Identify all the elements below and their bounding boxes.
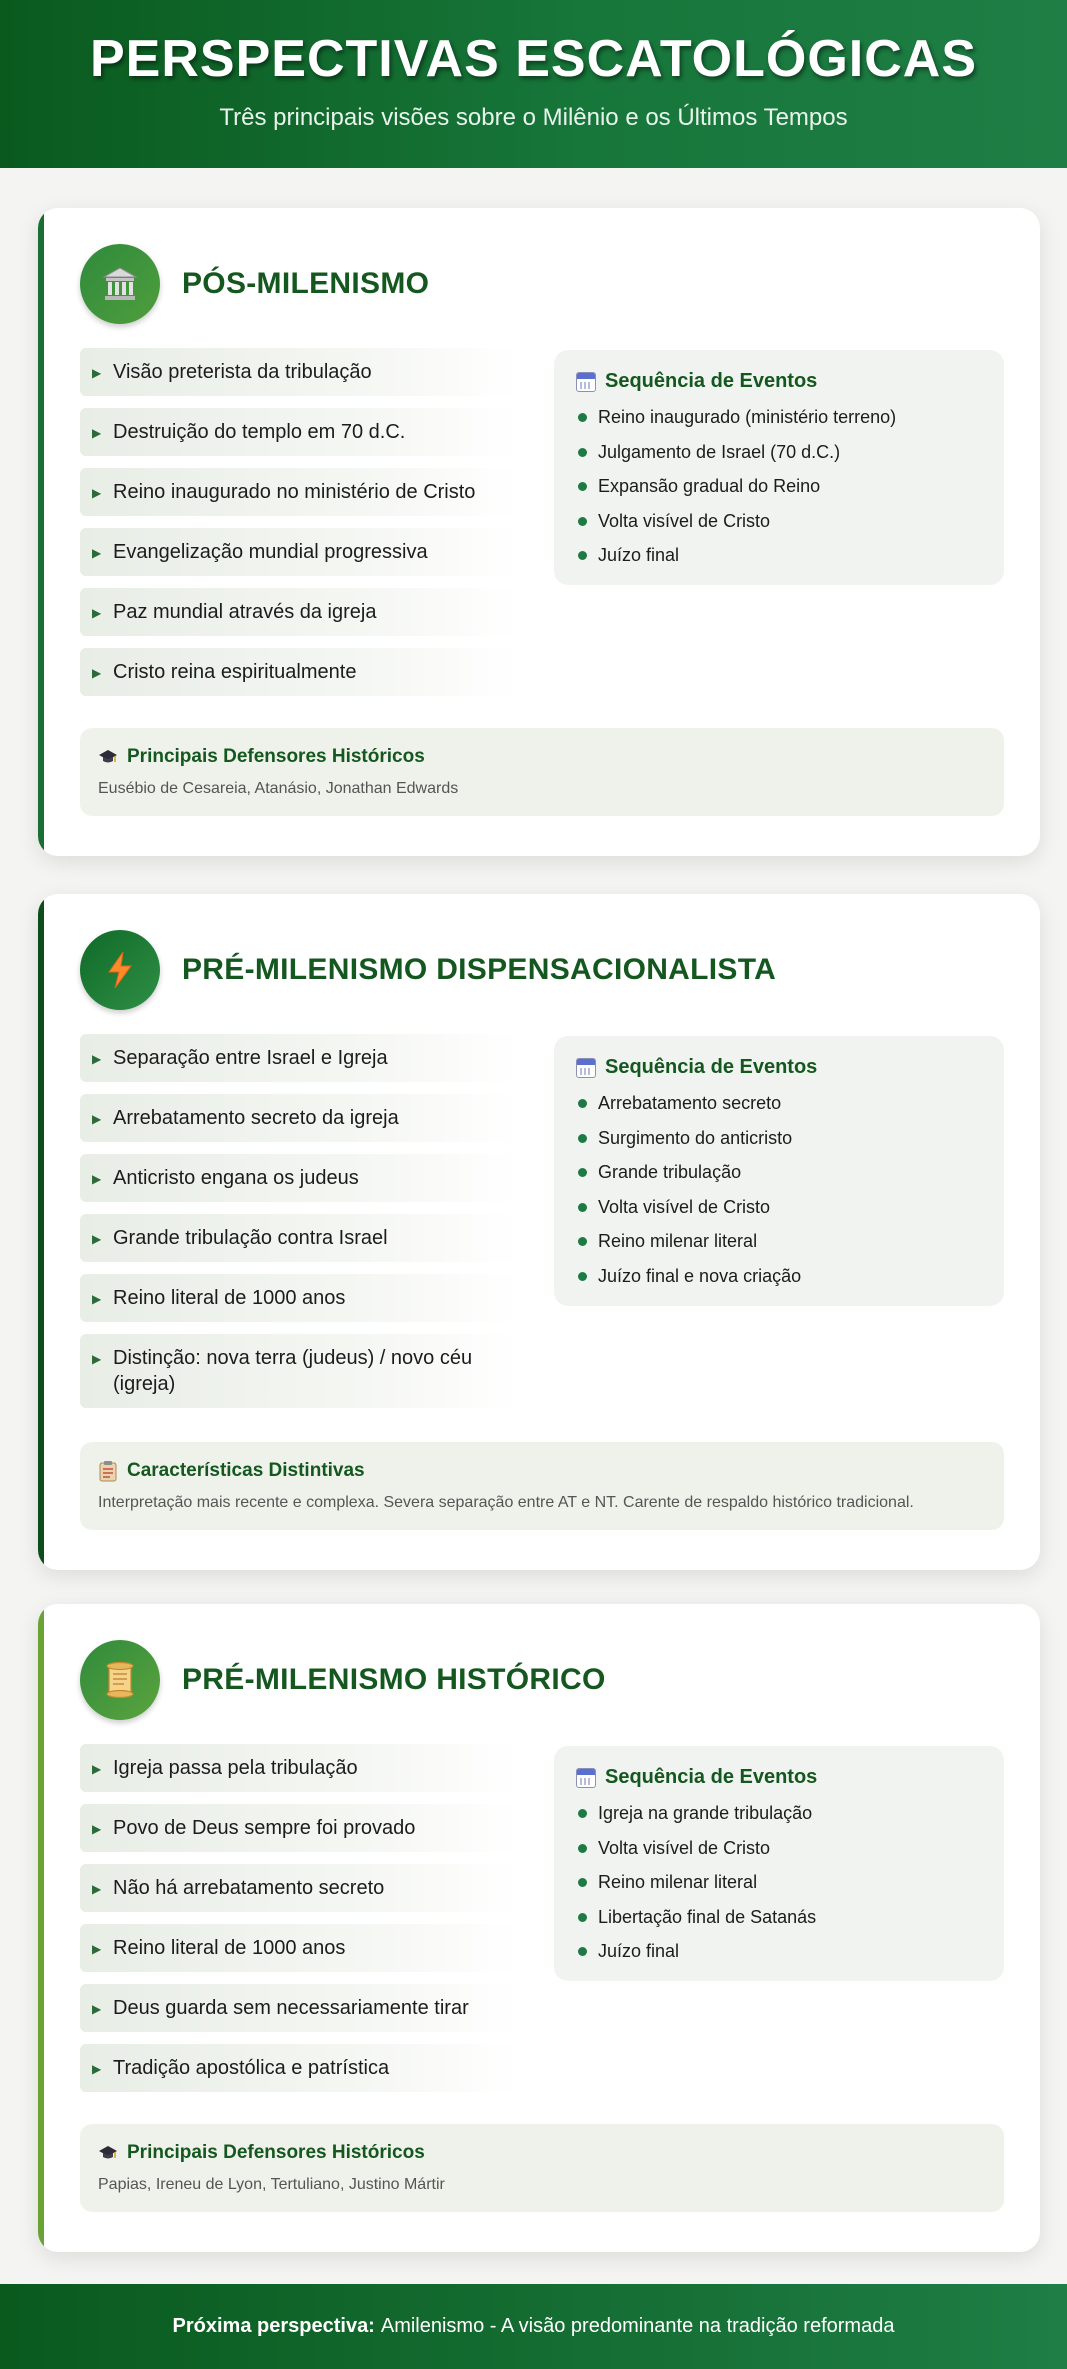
key-point: ▶ Povo de Deus sempre foi provado	[80, 1804, 520, 1852]
events-sequence-box	[554, 1036, 1004, 1306]
scroll-icon	[80, 1640, 160, 1720]
key-points-list	[80, 1744, 520, 2104]
note-text: Eusébio de Cesareia, Atanásio, Jonathan Edwards	[98, 780, 459, 797]
event-item: Volta visível de Cristo	[576, 1195, 984, 1219]
key-point: ▶ Paz mundial através da igreja	[80, 588, 520, 636]
defenders-note	[80, 2124, 1004, 2212]
events-list	[576, 1801, 984, 1963]
event-item: Juízo final e nova criação	[576, 1264, 984, 1288]
events-title-row	[576, 1056, 984, 1079]
event-item: Grande tribulação	[576, 1160, 984, 1184]
classical-building-icon	[80, 244, 160, 324]
key-point: ▶ Não há arrebatamento secreto	[80, 1864, 520, 1912]
event-item: Reino inaugurado (ministério terreno)	[576, 405, 984, 429]
events-title-row	[576, 370, 984, 393]
page-header	[0, 0, 1067, 168]
events-title: Sequência de Eventos	[605, 370, 818, 392]
events-title-row	[576, 1766, 984, 1789]
page-subtitle: Três principais visões sobre o Milênio e os Últimos Tempos	[219, 104, 848, 131]
events-sequence-box	[554, 350, 1004, 585]
calendar-icon	[576, 1768, 596, 1788]
key-point: ▶ Reino inaugurado no ministério de Cristo	[80, 468, 520, 516]
key-point: ▶ Distinção: nova terra (judeus) / novo céu (igreja)	[80, 1334, 520, 1408]
page-title: PERSPECTIVAS ESCATOLÓGICAS	[89, 30, 978, 88]
event-item: Reino milenar literal	[576, 1870, 984, 1894]
event-item: Reino milenar literal	[576, 1229, 984, 1253]
event-item: Igreja na grande tribulação	[576, 1801, 984, 1825]
key-points-list	[80, 348, 520, 708]
key-point: ▶ Reino literal de 1000 anos	[80, 1924, 520, 1972]
clipboard-icon	[98, 1460, 118, 1482]
footer-text: Amilenismo - A visão predominante na tradição reformada	[380, 2315, 895, 2337]
key-point: ▶ Visão preterista da tribulação	[80, 348, 520, 396]
lightning-icon	[80, 930, 160, 1010]
card-title-row	[80, 1640, 606, 1720]
event-item: Surgimento do anticristo	[576, 1126, 984, 1150]
events-list	[576, 1091, 984, 1288]
key-point: ▶ Grande tribulação contra Israel	[80, 1214, 520, 1262]
event-item: Expansão gradual do Reino	[576, 474, 984, 498]
events-title: Sequência de Eventos	[605, 1056, 818, 1078]
events-sequence-box	[554, 1746, 1004, 1981]
footer-label: Próxima perspectiva:	[172, 2315, 375, 2337]
key-point: ▶ Cristo reina espiritualmente	[80, 648, 520, 696]
calendar-icon	[576, 1058, 596, 1078]
event-item: Juízo final	[576, 543, 984, 567]
event-item: Julgamento de Israel (70 d.C.)	[576, 440, 984, 464]
event-item: Juízo final	[576, 1939, 984, 1963]
event-item: Libertação final de Satanás	[576, 1905, 984, 1929]
key-point: ▶ Igreja passa pela tribulação	[80, 1744, 520, 1792]
card-pre-milenismo-dispensacionalista	[38, 894, 1040, 1570]
card-title: PRÉ-MILENISMO HISTÓRICO	[182, 1663, 606, 1696]
card-title-row	[80, 244, 429, 324]
graduation-cap-icon	[98, 2143, 118, 2163]
key-point: ▶ Evangelização mundial progressiva	[80, 528, 520, 576]
graduation-cap-icon	[98, 747, 118, 767]
card-pos-milenismo	[38, 208, 1040, 856]
page-footer	[0, 2284, 1067, 2369]
defenders-note	[80, 728, 1004, 816]
card-title-row	[80, 930, 776, 1010]
note-title: Características Distintivas	[127, 1460, 365, 1481]
note-title-row	[98, 746, 986, 768]
key-point: ▶ Tradição apostólica e patrística	[80, 2044, 520, 2092]
events-list	[576, 405, 984, 567]
events-title: Sequência de Eventos	[605, 1766, 818, 1788]
note-title-row	[98, 1460, 986, 1482]
perspectives-list	[0, 168, 1067, 2252]
card-title: PÓS-MILENISMO	[182, 267, 430, 300]
key-point: ▶ Destruição do templo em 70 d.C.	[80, 408, 520, 456]
card-pre-milenismo-historico	[38, 1604, 1040, 2252]
note-title-row	[98, 2142, 986, 2164]
key-point: ▶ Anticristo engana os judeus	[80, 1154, 520, 1202]
key-points-list	[80, 1034, 520, 1420]
event-item: Volta visível de Cristo	[576, 1836, 984, 1860]
calendar-icon	[576, 372, 596, 392]
key-point: ▶ Separação entre Israel e Igreja	[80, 1034, 520, 1082]
key-point: ▶ Deus guarda sem necessariamente tirar	[80, 1984, 520, 2032]
note-title: Principais Defensores Históricos	[127, 2142, 425, 2163]
card-title: PRÉ-MILENISMO DISPENSACIONALISTA	[182, 953, 777, 986]
key-point: ▶ Reino literal de 1000 anos	[80, 1274, 520, 1322]
key-point: ▶ Arrebatamento secreto da igreja	[80, 1094, 520, 1142]
distinctive-features-note	[80, 1442, 1004, 1530]
note-text: Papias, Ireneu de Lyon, Tertuliano, Justino Mártir	[98, 2176, 445, 2193]
note-title: Principais Defensores Históricos	[127, 746, 425, 767]
event-item: Volta visível de Cristo	[576, 509, 984, 533]
event-item: Arrebatamento secreto	[576, 1091, 984, 1115]
note-text: Interpretação mais recente e complexa. Severa separação entre AT e NT. Carente de respaldo histórico tradicional.	[98, 1494, 914, 1511]
